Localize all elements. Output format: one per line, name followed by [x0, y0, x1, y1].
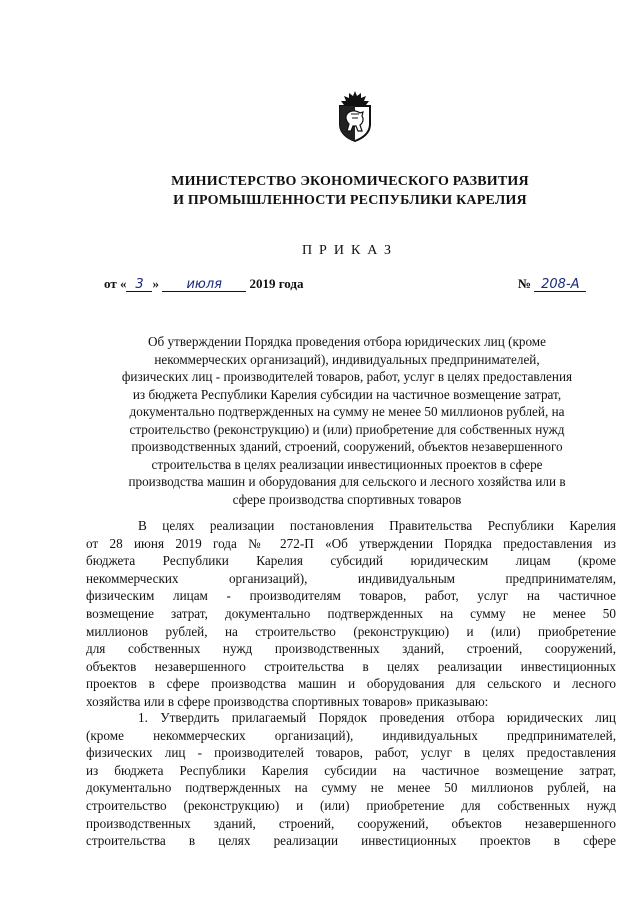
paragraph-line: хозяйства или в сфере производства спортивных товаров» приказываю:	[86, 693, 489, 709]
number-prefix: №	[518, 276, 532, 291]
subject-line: производственных зданий, строений, сооружений, объектов незавершенного	[131, 439, 563, 454]
subject-line: из бюджета Республики Карелия субсидии на частичное возмещение затрат,	[132, 386, 562, 402]
date-month: июля	[162, 278, 246, 292]
paragraph-line: проектов в сфере производства машин и оборудования для сельского и лесного	[86, 676, 616, 692]
date-close-quote: »	[152, 276, 159, 291]
order-number	[518, 276, 586, 292]
subject-line: сфере производства спортивных товаров	[232, 491, 462, 507]
paragraph-line: физическим лицам - производителям товаров, работ, услуг на частичное	[86, 588, 616, 604]
paragraph-line: производственных зданий, строений, сооружений, объектов незавершенного	[86, 815, 616, 831]
date-year: 2019 года	[249, 276, 304, 291]
paragraph-line: объектов незавершенного строительства в целях реализации инвестиционных	[86, 658, 616, 674]
preamble-paragraph	[86, 517, 616, 711]
paragraph-line: из бюджета Республики Карелия субсидии на частичное возмещение затрат,	[86, 762, 616, 778]
paragraph-line: строительства в целях реализации инвестиционных проектов в сфере	[86, 833, 616, 849]
subject-line: строительство (реконструкцию) и (или) приобретение для собственных нужд	[129, 421, 565, 437]
subject-line: документально подтвержденных на сумму не менее 50 миллионов рублей, на	[129, 404, 565, 419]
paragraph-line: строительство (реконструкцию) и (или) приобретение для собственных нужд	[86, 797, 616, 813]
order-date	[104, 276, 304, 292]
subject-line: Об утверждении Порядка проведения отбора юридических лиц (кроме	[147, 334, 547, 349]
paragraph-line: физических лиц - производителей товаров, работ, услуг в целях предоставления	[86, 745, 616, 761]
number-value: 208-А	[534, 278, 586, 292]
date-day: 3	[126, 278, 152, 292]
subject-line: некоммерческих организаций), индивидуальных предпринимателей,	[154, 351, 540, 367]
ministry-name-line2: И ПРОМЫШЛЕННОСТИ РЕСПУБЛИКИ КАРЕЛИЯ	[173, 193, 527, 208]
paragraph-line: некоммерческих организаций), индивидуальным предпринимателям,	[86, 570, 616, 586]
paragraph-line: бюджета Республики Карелия субсидий юридическим лицам (кроме	[86, 553, 616, 569]
subject-line: производства машин и оборудования для сельского и лесного хозяйства или в	[128, 474, 566, 489]
karelia-coat-of-arms-icon	[335, 90, 375, 142]
order-subject	[112, 333, 582, 508]
clause-1-paragraph	[86, 709, 616, 850]
paragraph-line: для собственных нужд производственных зданий, строений, сооружений,	[86, 641, 616, 657]
date-prefix: от «	[104, 276, 127, 291]
paragraph-line: 1. Утвердить прилагаемый Порядок проведения отбора юридических лиц	[138, 710, 616, 725]
ministry-name-line1: МИНИСТЕРСТВО ЭКОНОМИЧЕСКОГО РАЗВИТИЯ	[171, 174, 529, 189]
subject-line: физических лиц - производителей товаров, работ, услуг в целях предоставления	[121, 369, 573, 384]
subject-line: строительства в целях реализации инвестиционных проектов в сфере	[151, 456, 543, 472]
order-title: ПРИКАЗ	[301, 243, 399, 258]
paragraph-line: (кроме некоммерческих организаций), индивидуальных предпринимателей,	[86, 727, 616, 743]
paragraph-line: от 28 июня 2019 года № 272-П «Об утверждении Порядка предоставления из	[86, 535, 616, 551]
paragraph-line: В целях реализации постановления Правительства Республики Карелия	[138, 518, 616, 533]
paragraph-line: документально подтвержденных на сумму не менее 50 миллионов рублей, на	[86, 780, 616, 796]
paragraph-line: возмещение затрат, документально подтвержденных на сумму не менее 50	[86, 605, 616, 621]
paragraph-line: миллионов рублей, на строительство (реконструкцию) и (или) приобретение	[86, 623, 616, 639]
